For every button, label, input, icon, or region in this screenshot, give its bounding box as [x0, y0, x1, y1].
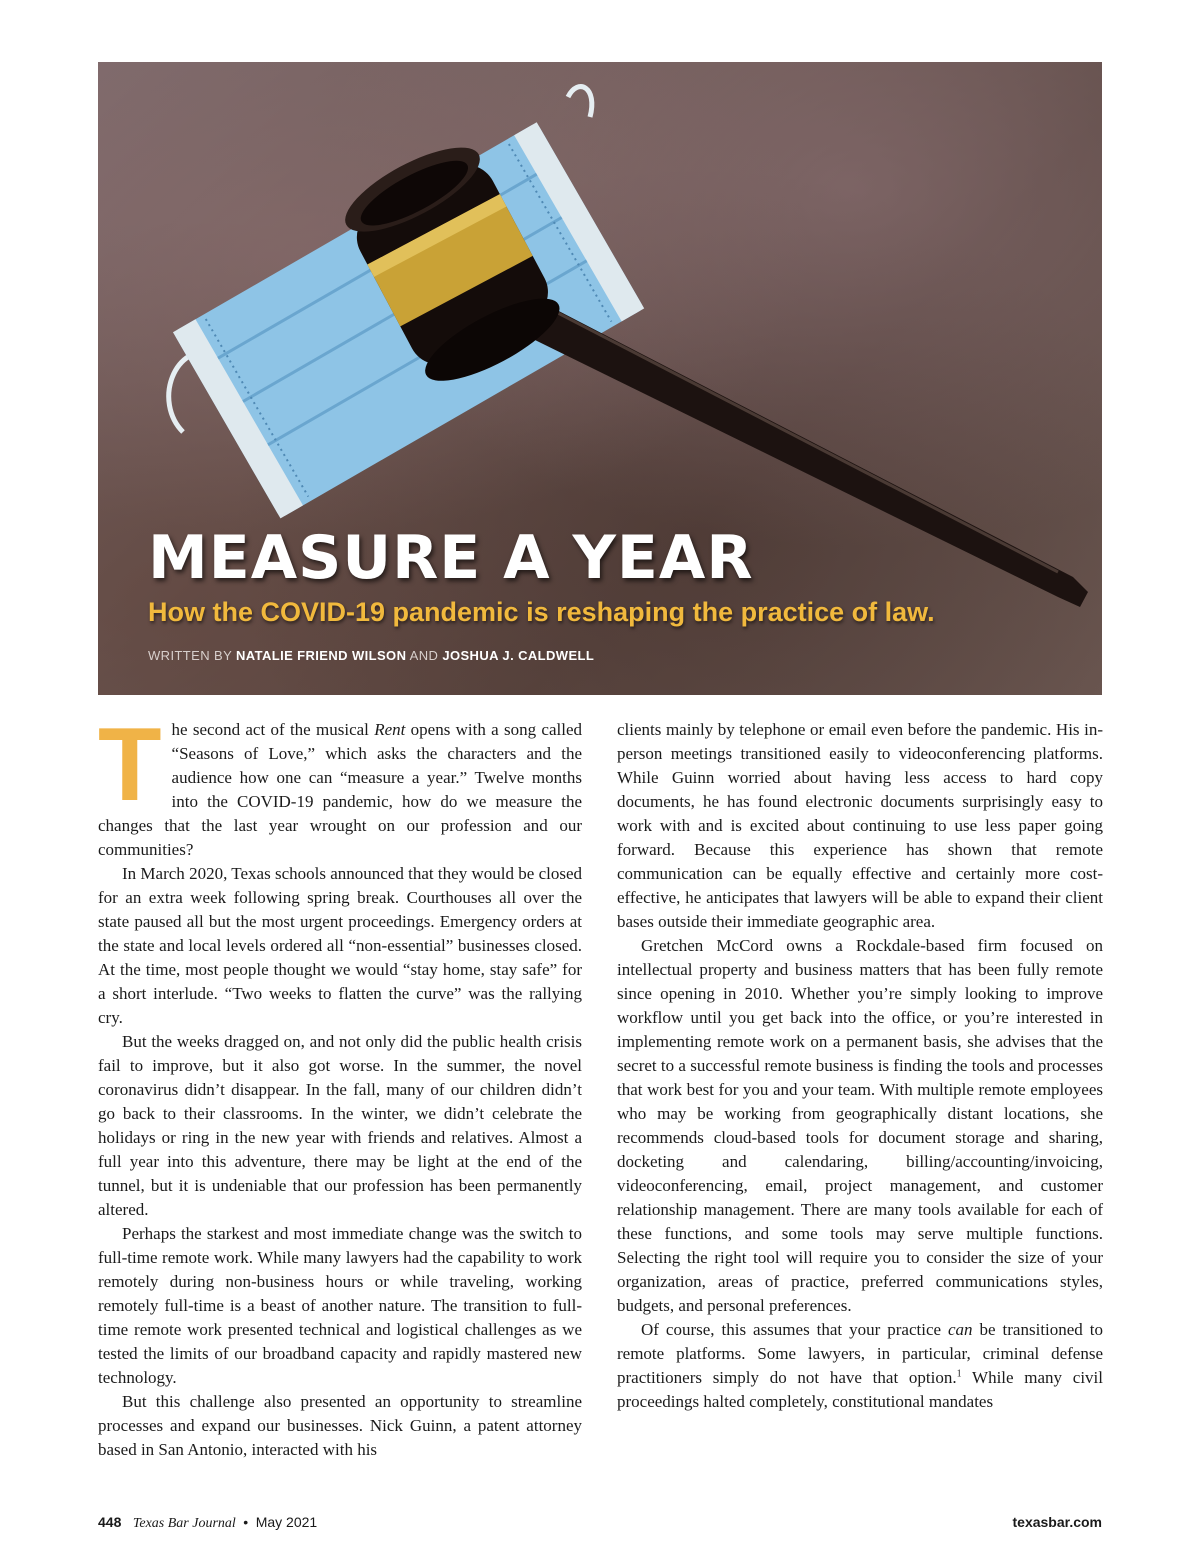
paragraph [98, 707, 582, 862]
page-number: 448 [98, 1514, 122, 1530]
paragraph: clients mainly by telephone or email even before the pandemic. His in-person meetings transitioned easily to videoconferencing platforms. While Guinn worried about having less access to hard copy documents, he has found electronic documents surprisingly easy to work with and is excited about continuing to use less paper going forward. Because this experience has shown that remote communication can be equally effective and certainly more cost-effective, he anticipates that lawyers will be able to expand their client bases outside their immediate geographic area. [617, 720, 1103, 931]
article-column-right [617, 718, 1103, 1414]
byline-prefix: WRITTEN BY [148, 648, 232, 663]
article-subtitle: How the COVID-19 pandemic is reshaping the practice of law. [148, 597, 935, 627]
paragraph: Perhaps the starkest and most immediate change was the switch to full-time remote work. While many lawyers had the capability to work remotely during non-business hours or while traveling, working remotely full-time is a beast of another nature. The transition to full-time remote work presented technical and logistical challenges as we tested the limits of our broadband capacity and rapidly mastered new technology. [98, 1224, 582, 1387]
byline-author-2: JOSHUA J. CALDWELL [442, 648, 595, 663]
paragraph-text: While many civil proceedings halted completely, constitutional mandates [617, 1368, 1103, 1411]
paragraph: Gretchen McCord owns a Rockdale-based firm focused on intellectual property and business matters that has been fully remote since opening in 2010. Whether you’re simply looking to improve workflow until you get back into the office, or you’re interested in implementing remote work on a permanent basis, she advises that the secret to a successful remote business is finding the tools and processes that work best for you and your team. With multiple remote employees who may be working from geographically distant locations, she recommends cloud-based tools for document storage and sharing, docketing and calendaring, billing/accounting/invoicing, videoconferencing, email, project management, and customer relationship management. There are many tools available for each of these functions, and some tools may serve multiple functions. Selecting the right tool will require you to consider the size of your organization, areas of practice, preferred communications styles, budgets, and personal preferences. [617, 936, 1103, 1315]
page-footer [98, 1515, 317, 1531]
paragraph-text: he second act of the musical [171, 720, 375, 739]
footer-separator: • [243, 1514, 249, 1530]
paragraph: In March 2020, Texas schools announced that they would be closed for an extra week following spring break. Courthouses all over the state paused all but the most urgent proceedings. Emergency orders at the state and local levels ordered all “non-essential” businesses closed. At the time, most people thought we would “stay home, stay safe” for a short interlude. “Two weeks to flatten the curve” was the rallying cry. [98, 864, 582, 1027]
drop-cap: T [98, 707, 162, 823]
byline-conjunction: AND [409, 648, 439, 663]
italic-word: can [948, 1320, 973, 1339]
paragraph [617, 1318, 1103, 1414]
paragraph-text: opens with a song called “Seasons of Love,” which asks the characters and the audience how one can “measure a year.” Twelve months into the COVID-19 pandemic, how do we measure the changes that the last year wrought on our profession and our communities? [98, 720, 582, 859]
paragraph: But this challenge also presented an opportunity to streamline processes and expand our businesses. Nick Guinn, a patent attorney based in San Antonio, interacted with his [98, 1392, 582, 1459]
paragraph-text: Of course, this assumes that your practice [641, 1320, 949, 1339]
paragraph: But the weeks dragged on, and not only did the public health crisis fail to improve, but it also got worse. In the summer, the novel coronavirus didn’t disappear. In the fall, many of our children didn’t go back to their classrooms. In the winter, we didn’t celebrate the holidays or ring in the new year with friends and relatives. Almost a full year into this adventure, there may be light at the end of the tunnel, but it is undeniable that our profession has been permanently altered. [98, 1032, 582, 1219]
byline [148, 649, 594, 662]
issue-date: May 2021 [255, 1514, 318, 1530]
byline-author-1: NATALIE FRIEND WILSON [235, 648, 407, 663]
footnote-reference[interactable]: 1 [956, 1368, 962, 1380]
paragraph-text: be transitioned to remote platforms. Some lawyers, in particular, criminal defense practitioners simply do not have that option. [617, 1320, 1103, 1387]
hero-image [98, 62, 1102, 695]
article-title: MEASURE A YEAR [148, 523, 754, 593]
publication-name: Texas Bar Journal [132, 1516, 236, 1531]
article-column-left [98, 707, 582, 1462]
website-link[interactable]: texasbar.com [1012, 1514, 1102, 1530]
italic-title: Rent [374, 720, 406, 739]
